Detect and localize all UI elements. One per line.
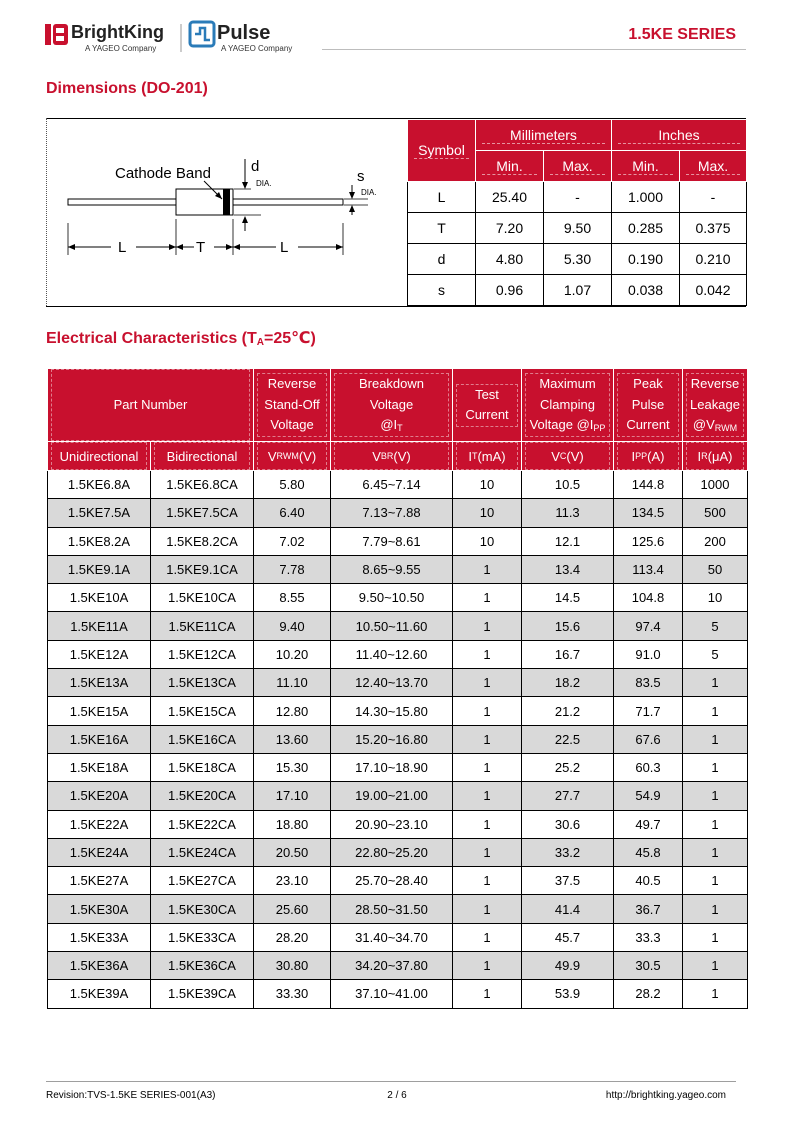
cell-uni-part: 1.5KE9.1A bbox=[48, 555, 151, 583]
cell-uni-part: 1.5KE33A bbox=[48, 923, 151, 951]
cell-vrwm: 11.10 bbox=[254, 669, 331, 697]
cell-uni-part: 1.5KE24A bbox=[48, 838, 151, 866]
cell-vrwm: 18.80 bbox=[254, 810, 331, 838]
cell-vbr: 37.10~41.00 bbox=[331, 980, 453, 1008]
cell-vbr: 12.40~13.70 bbox=[331, 669, 453, 697]
cell-bi-part: 1.5KE11CA bbox=[151, 612, 254, 640]
d-dia-label: DIA. bbox=[256, 179, 272, 188]
cell-bi-part: 1.5KE6.8CA bbox=[151, 471, 254, 499]
cell-bi-part: 1.5KE12CA bbox=[151, 640, 254, 668]
header-divider bbox=[322, 49, 746, 50]
table-row bbox=[48, 895, 748, 923]
cell-bi-part: 1.5KE15CA bbox=[151, 697, 254, 725]
brand2-text: Pulse bbox=[217, 22, 271, 44]
cell-it: 1 bbox=[453, 697, 522, 725]
cell-uni-part: 1.5KE15A bbox=[48, 697, 151, 725]
cell-ipp: 134.5 bbox=[614, 499, 683, 527]
cell-ir: 1 bbox=[683, 753, 748, 781]
cell-vbr: 7.79~8.61 bbox=[331, 527, 453, 555]
table-row bbox=[48, 923, 748, 951]
cell-ipp: 49.7 bbox=[614, 810, 683, 838]
cell-vrwm: 8.55 bbox=[254, 584, 331, 612]
cell-vc: 30.6 bbox=[522, 810, 614, 838]
test-current-header: Test Current bbox=[453, 369, 522, 442]
cell-vrwm: 33.30 bbox=[254, 980, 331, 1008]
dimensions-table bbox=[407, 119, 747, 306]
table-row bbox=[48, 697, 748, 725]
cell-vbr: 6.45~7.14 bbox=[331, 471, 453, 499]
cell-ir: 1 bbox=[683, 895, 748, 923]
cell-ipp: 33.3 bbox=[614, 923, 683, 951]
reverse-leakage-header: Reverse Leakage $@V_{RWM}$ bbox=[683, 369, 748, 442]
cell-bi-part: 1.5KE9.1CA bbox=[151, 555, 254, 583]
table-row bbox=[48, 952, 748, 980]
cell-it: 1 bbox=[453, 669, 522, 697]
table-row bbox=[48, 838, 748, 866]
unit-vrwm: V RWM (V) bbox=[254, 442, 331, 471]
cell-vrwm: 25.60 bbox=[254, 895, 331, 923]
cell-bi-part: 1.5KE36CA bbox=[151, 952, 254, 980]
table-row bbox=[48, 555, 748, 583]
dimension-cell-sym: L bbox=[408, 182, 476, 213]
dimension-cell-mm-max: 9.50 bbox=[544, 213, 612, 244]
cell-vbr: 31.40~34.70 bbox=[331, 923, 453, 951]
cell-ir: 200 bbox=[683, 527, 748, 555]
cell-it: 1 bbox=[453, 923, 522, 951]
cell-ipp: 67.6 bbox=[614, 725, 683, 753]
s-dia-label: DIA. bbox=[361, 188, 377, 197]
cell-it: 1 bbox=[453, 867, 522, 895]
dimension-row bbox=[408, 213, 747, 244]
cell-uni-part: 1.5KE11A bbox=[48, 612, 151, 640]
cell-bi-part: 1.5KE13CA bbox=[151, 669, 254, 697]
cell-vrwm: 9.40 bbox=[254, 612, 331, 640]
cell-it: 10 bbox=[453, 471, 522, 499]
cell-ipp: 113.4 bbox=[614, 555, 683, 583]
cell-ir: 5 bbox=[683, 640, 748, 668]
cell-ir: 1 bbox=[683, 867, 748, 895]
cell-bi-part: 1.5KE24CA bbox=[151, 838, 254, 866]
cell-ipp: 104.8 bbox=[614, 584, 683, 612]
cell-it: 1 bbox=[453, 725, 522, 753]
cell-vc: 21.2 bbox=[522, 697, 614, 725]
unit-it: I T (mA) bbox=[453, 442, 522, 471]
cell-vbr: 34.20~37.80 bbox=[331, 952, 453, 980]
cell-vbr: 11.40~12.60 bbox=[331, 640, 453, 668]
page-number: 2 / 6 bbox=[387, 1090, 407, 1101]
table-row bbox=[48, 867, 748, 895]
dimension-cell-mm-min: 25.40 bbox=[476, 182, 544, 213]
unit-vbr: V BR (V) bbox=[331, 442, 453, 471]
cell-vc: 13.4 bbox=[522, 555, 614, 583]
footer-url[interactable]: http://brightking.yageo.com bbox=[605, 1090, 726, 1101]
cell-vbr: 22.80~25.20 bbox=[331, 838, 453, 866]
brightking-logo bbox=[45, 22, 164, 53]
cell-uni-part: 1.5KE10A bbox=[48, 584, 151, 612]
cell-it: 1 bbox=[453, 810, 522, 838]
peak-pulse-header: Peak Pulse Current bbox=[614, 369, 683, 442]
brand2-sub: A YAGEO Company bbox=[221, 44, 293, 53]
cell-it: 1 bbox=[453, 640, 522, 668]
inches-header: Inches bbox=[612, 120, 747, 151]
dim-T: T bbox=[196, 239, 206, 256]
cell-it: 1 bbox=[453, 753, 522, 781]
cell-it: 1 bbox=[453, 555, 522, 583]
cell-vrwm: 23.10 bbox=[254, 867, 331, 895]
cell-uni-part: 1.5KE6.8A bbox=[48, 471, 151, 499]
cell-uni-part: 1.5KE30A bbox=[48, 895, 151, 923]
cell-uni-part: 1.5KE13A bbox=[48, 669, 151, 697]
table-row bbox=[48, 527, 748, 555]
cell-vc: 33.2 bbox=[522, 838, 614, 866]
cell-uni-part: 1.5KE18A bbox=[48, 753, 151, 781]
cell-vc: 16.7 bbox=[522, 640, 614, 668]
cell-it: 1 bbox=[453, 838, 522, 866]
unit-ipp: I PP (A) bbox=[614, 442, 683, 471]
table-row bbox=[48, 810, 748, 838]
cell-ipp: 144.8 bbox=[614, 471, 683, 499]
cell-ir: 1 bbox=[683, 810, 748, 838]
footer-divider bbox=[46, 1081, 736, 1082]
cell-ipp: 125.6 bbox=[614, 527, 683, 555]
revision-text: Revision:TVS-1.5KE SERIES-001(A3) bbox=[46, 1090, 216, 1101]
d-label: d bbox=[251, 158, 260, 175]
dimension-cell-in-min: 0.038 bbox=[612, 275, 680, 306]
cell-bi-part: 1.5KE30CA bbox=[151, 895, 254, 923]
cell-ir: 50 bbox=[683, 555, 748, 583]
cell-uni-part: 1.5KE36A bbox=[48, 952, 151, 980]
cell-it: 10 bbox=[453, 527, 522, 555]
cell-ipp: 60.3 bbox=[614, 753, 683, 781]
mm-min-header: Min. bbox=[476, 151, 544, 182]
cell-vc: 27.7 bbox=[522, 782, 614, 810]
cell-vrwm: 28.20 bbox=[254, 923, 331, 951]
cell-vbr: 7.13~7.88 bbox=[331, 499, 453, 527]
cell-bi-part: 1.5KE18CA bbox=[151, 753, 254, 781]
cell-ipp: 83.5 bbox=[614, 669, 683, 697]
breakdown-voltage-header: Breakdown Voltage $@I_T$ bbox=[331, 369, 453, 442]
dimension-cell-in-max: - bbox=[680, 182, 747, 213]
cell-vbr: 17.10~18.90 bbox=[331, 753, 453, 781]
table-row bbox=[48, 753, 748, 781]
cell-uni-part: 1.5KE39A bbox=[48, 980, 151, 1008]
cell-it: 1 bbox=[453, 980, 522, 1008]
cell-it: 1 bbox=[453, 952, 522, 980]
dimension-cell-in-max: 0.210 bbox=[680, 244, 747, 275]
dimensions-rows bbox=[408, 182, 747, 306]
cell-ipp: 71.7 bbox=[614, 697, 683, 725]
cell-uni-part: 1.5KE27A bbox=[48, 867, 151, 895]
cell-ipp: 28.2 bbox=[614, 980, 683, 1008]
cell-ir: 5 bbox=[683, 612, 748, 640]
cell-vbr: 8.65~9.55 bbox=[331, 555, 453, 583]
dimension-cell-sym: d bbox=[408, 244, 476, 275]
cell-vc: 11.3 bbox=[522, 499, 614, 527]
cell-uni-part: 1.5KE12A bbox=[48, 640, 151, 668]
electrical-title: Electrical Characteristics $(T_A=25℃)$ bbox=[46, 330, 316, 348]
table-row bbox=[48, 725, 748, 753]
cell-vbr: 20.90~23.10 bbox=[331, 810, 453, 838]
table-row bbox=[48, 612, 748, 640]
s-label: s bbox=[357, 168, 365, 185]
cell-vbr: 19.00~21.00 bbox=[331, 782, 453, 810]
table-row bbox=[48, 471, 748, 499]
dimension-cell-mm-max: 1.07 bbox=[544, 275, 612, 306]
dimension-cell-sym: s bbox=[408, 275, 476, 306]
cell-ir: 500 bbox=[683, 499, 748, 527]
cell-bi-part: 1.5KE22CA bbox=[151, 810, 254, 838]
cell-it: 1 bbox=[453, 895, 522, 923]
dimension-cell-in-min: 0.285 bbox=[612, 213, 680, 244]
unit-ir: I R (μA) bbox=[683, 442, 748, 471]
cell-it: 10 bbox=[453, 499, 522, 527]
cell-uni-part: 1.5KE7.5A bbox=[48, 499, 151, 527]
cell-ir: 1 bbox=[683, 725, 748, 753]
cell-uni-part: 1.5KE22A bbox=[48, 810, 151, 838]
cell-vbr: 15.20~16.80 bbox=[331, 725, 453, 753]
dimension-cell-mm-min: 0.96 bbox=[476, 275, 544, 306]
dimension-cell-in-min: 0.190 bbox=[612, 244, 680, 275]
cell-vrwm: 20.50 bbox=[254, 838, 331, 866]
cell-ir: 1 bbox=[683, 782, 748, 810]
cell-ir: 1 bbox=[683, 838, 748, 866]
brand1-text: BrightKing bbox=[71, 22, 164, 42]
in-max-header: Max. bbox=[680, 151, 747, 182]
dimension-cell-sym: T bbox=[408, 213, 476, 244]
in-min-header: Min. bbox=[612, 151, 680, 182]
part-number-header: Part Number bbox=[48, 369, 254, 442]
cell-vbr: 9.50~10.50 bbox=[331, 584, 453, 612]
pulse-logo bbox=[190, 22, 292, 53]
cell-vbr: 28.50~31.50 bbox=[331, 895, 453, 923]
table-row bbox=[48, 584, 748, 612]
cell-vc: 12.1 bbox=[522, 527, 614, 555]
standoff-voltage-header: Reverse Stand-Off Voltage bbox=[254, 369, 331, 442]
cell-vrwm: 12.80 bbox=[254, 697, 331, 725]
cell-vc: 10.5 bbox=[522, 471, 614, 499]
cell-ir: 1 bbox=[683, 980, 748, 1008]
dimension-cell-mm-min: 7.20 bbox=[476, 213, 544, 244]
cell-vc: 37.5 bbox=[522, 867, 614, 895]
cell-ir: 1 bbox=[683, 952, 748, 980]
cell-vbr: 14.30~15.80 bbox=[331, 697, 453, 725]
bidirectional-header: Bidirectional bbox=[151, 442, 254, 471]
dimension-row bbox=[408, 244, 747, 275]
dimensions-title: Dimensions (DO-201) bbox=[46, 80, 208, 97]
cell-bi-part: 1.5KE20CA bbox=[151, 782, 254, 810]
cell-bi-part: 1.5KE16CA bbox=[151, 725, 254, 753]
dimension-row bbox=[408, 182, 747, 213]
cell-vrwm: 17.10 bbox=[254, 782, 331, 810]
cell-vbr: 10.50~11.60 bbox=[331, 612, 453, 640]
cathode-band-label: Cathode Band bbox=[115, 165, 211, 182]
cell-ir: 1 bbox=[683, 669, 748, 697]
cell-vc: 41.4 bbox=[522, 895, 614, 923]
cell-it: 1 bbox=[453, 612, 522, 640]
cell-vc: 14.5 bbox=[522, 584, 614, 612]
cell-ir: 1 bbox=[683, 923, 748, 951]
cell-vc: 53.9 bbox=[522, 980, 614, 1008]
cell-ipp: 91.0 bbox=[614, 640, 683, 668]
cell-it: 1 bbox=[453, 584, 522, 612]
cell-uni-part: 1.5KE20A bbox=[48, 782, 151, 810]
unidirectional-header: Unidirectional bbox=[48, 442, 151, 471]
dimension-cell-mm-min: 4.80 bbox=[476, 244, 544, 275]
cell-ipp: 97.4 bbox=[614, 612, 683, 640]
cell-vc: 15.6 bbox=[522, 612, 614, 640]
table-row bbox=[48, 782, 748, 810]
cell-vrwm: 6.40 bbox=[254, 499, 331, 527]
cell-ipp: 45.8 bbox=[614, 838, 683, 866]
unit-vc: V C (V) bbox=[522, 442, 614, 471]
cell-ipp: 40.5 bbox=[614, 867, 683, 895]
cell-vrwm: 7.02 bbox=[254, 527, 331, 555]
table-row bbox=[48, 669, 748, 697]
cell-ir: 1000 bbox=[683, 471, 748, 499]
cell-bi-part: 1.5KE10CA bbox=[151, 584, 254, 612]
table-row bbox=[48, 499, 748, 527]
cell-vc: 49.9 bbox=[522, 952, 614, 980]
cell-vc: 22.5 bbox=[522, 725, 614, 753]
cell-bi-part: 1.5KE8.2CA bbox=[151, 527, 254, 555]
dimension-cell-mm-max: - bbox=[544, 182, 612, 213]
brand-logos bbox=[45, 18, 310, 58]
table-row bbox=[48, 980, 748, 1008]
millimeters-header: Millimeters bbox=[476, 120, 612, 151]
cell-vrwm: 15.30 bbox=[254, 753, 331, 781]
cell-ir: 10 bbox=[683, 584, 748, 612]
dim-L1: L bbox=[118, 239, 127, 256]
package-drawing bbox=[46, 119, 406, 305]
cell-vrwm: 5.80 bbox=[254, 471, 331, 499]
electrical-table bbox=[47, 368, 748, 1009]
cell-vrwm: 7.78 bbox=[254, 555, 331, 583]
mm-max-header: Max. bbox=[544, 151, 612, 182]
cell-ir: 1 bbox=[683, 697, 748, 725]
dimension-cell-in-min: 1.000 bbox=[612, 182, 680, 213]
cell-uni-part: 1.5KE16A bbox=[48, 725, 151, 753]
cell-vrwm: 30.80 bbox=[254, 952, 331, 980]
cell-bi-part: 1.5KE7.5CA bbox=[151, 499, 254, 527]
symbol-header: Symbol bbox=[408, 120, 476, 182]
series-title: 1.5KE SERIES bbox=[628, 26, 736, 43]
brand1-sub: A YAGEO Company bbox=[85, 44, 157, 53]
cathode-band-mark bbox=[223, 189, 230, 215]
cell-vrwm: 10.20 bbox=[254, 640, 331, 668]
table-row bbox=[48, 640, 748, 668]
dimension-cell-mm-max: 5.30 bbox=[544, 244, 612, 275]
cell-bi-part: 1.5KE33CA bbox=[151, 923, 254, 951]
dimension-row bbox=[408, 275, 747, 306]
dimension-cell-in-max: 0.042 bbox=[680, 275, 747, 306]
cell-ipp: 36.7 bbox=[614, 895, 683, 923]
cell-vrwm: 13.60 bbox=[254, 725, 331, 753]
cell-vbr: 25.70~28.40 bbox=[331, 867, 453, 895]
dimension-cell-in-max: 0.375 bbox=[680, 213, 747, 244]
cell-uni-part: 1.5KE8.2A bbox=[48, 527, 151, 555]
cell-vc: 25.2 bbox=[522, 753, 614, 781]
cell-ipp: 30.5 bbox=[614, 952, 683, 980]
cell-vc: 45.7 bbox=[522, 923, 614, 951]
cell-vc: 18.2 bbox=[522, 669, 614, 697]
dim-L2: L bbox=[280, 239, 289, 256]
cell-ipp: 54.9 bbox=[614, 782, 683, 810]
clamping-voltage-header: Maximum Clamping Voltage $@I_{PP}$ bbox=[522, 369, 614, 442]
cell-bi-part: 1.5KE39CA bbox=[151, 980, 254, 1008]
cell-it: 1 bbox=[453, 782, 522, 810]
electrical-rows bbox=[48, 471, 748, 1009]
cell-bi-part: 1.5KE27CA bbox=[151, 867, 254, 895]
